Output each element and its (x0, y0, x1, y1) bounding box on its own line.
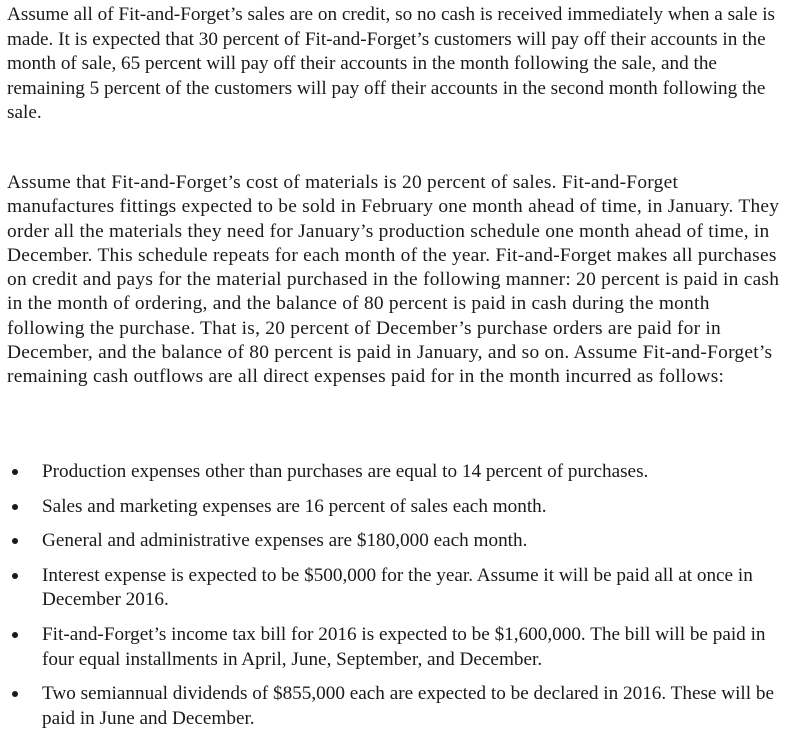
bullet-icon (12, 538, 18, 544)
bullet-text: Interest expense is expected to be $500,000 for the year. Assume it will be paid all at once in December 2016. (42, 564, 753, 611)
bullet-text: Two semiannual dividends of $855,000 each are expected to be declared in 2016. These will be paid in June and December. (42, 683, 774, 729)
bullet-text: General and administrative expenses are $180,000 each month. (42, 530, 528, 552)
bullet-item (0, 495, 782, 520)
bullet-text: Production expenses other than purchases are equal to 14 percent of purchases. (42, 461, 649, 482)
bullet-item (0, 564, 782, 613)
bullet-icon (12, 469, 18, 475)
bullet-icon (12, 632, 18, 638)
bullet-icon (12, 504, 18, 510)
bullet-icon (12, 573, 18, 579)
bullet-text: Fit-and-Forget’s income tax bill for 2016 is expected to be $1,600,000. The bill will be paid in four equal installments in April, June, September, and December. (42, 623, 766, 670)
expense-bullet-list (0, 460, 788, 741)
bullet-item (0, 682, 782, 731)
paragraph-materials-cost: Assume that Fit-and-Forget’s cost of materials is 20 percent of sales. Fit-and-Forget manufactures fittings expected to be sold in February one month ahead of time, in January. They order all the materials they need for January’s production schedule one month ahead of time, in December. This schedule repeats for each month of the year. Fit-and-Forget makes all purchases on credit and pays for the material purchased in the following manner: 20 percent is paid in cash in the month of ordering, and the balance of 80 percent is paid in cash during the month following the purchase. That is, 20 percent of December’s purchase orders are paid for in December, and the balance of 80 percent is paid in January, and so on. Assume Fit-and-Forget’s remaining cash outflows are all direct expenses paid for in the month incurred as follows: (7, 172, 780, 388)
bullet-icon (12, 691, 18, 697)
bullet-item (0, 460, 782, 485)
bullet-item (0, 529, 782, 554)
bullet-item (0, 623, 782, 672)
bullet-text: Sales and marketing expenses are 16 percent of sales each month. (42, 495, 547, 517)
paragraph-credit-sales: Assume all of Fit-and-Forget’s sales are on credit, so no cash is received immediately when a sale is made. It is expected that 30 percent of Fit-and-Forget’s customers will pay off their accounts in the month of sale, 65 percent will pay off their accounts in the month following the sale, and the remaining 5 percent of the customers will pay off their accounts in the second month following the sale. (7, 4, 776, 124)
